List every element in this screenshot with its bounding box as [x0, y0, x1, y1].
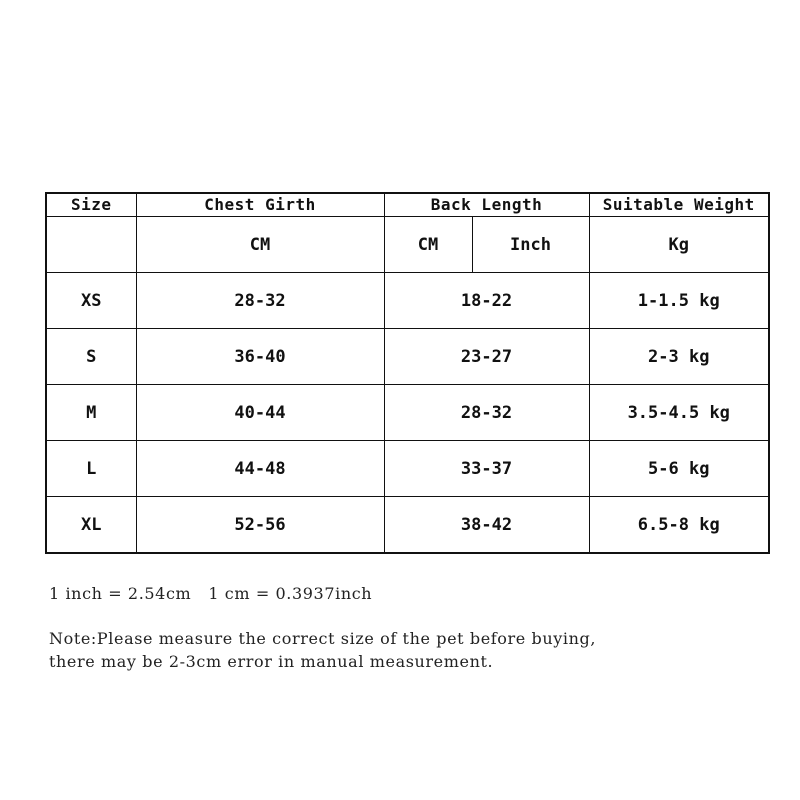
unit-size: [46, 217, 136, 273]
cell-chest: 36-40: [136, 329, 384, 385]
cell-chest: 28-32: [136, 273, 384, 329]
cell-weight: 1-1.5 kg: [589, 273, 769, 329]
header-row: [46, 193, 769, 217]
cell-back: 33-37: [384, 441, 589, 497]
cell-chest: 40-44: [136, 385, 384, 441]
size-chart-table: [45, 192, 770, 554]
table-row: [46, 273, 769, 329]
cell-weight: 2-3 kg: [589, 329, 769, 385]
header-suitable-weight: Suitable Weight: [589, 193, 769, 217]
cell-back: 28-32: [384, 385, 589, 441]
cell-size: S: [46, 329, 136, 385]
header-size: Size: [46, 193, 136, 217]
cell-chest: 44-48: [136, 441, 384, 497]
table-row: [46, 497, 769, 554]
cell-size: XL: [46, 497, 136, 554]
cell-chest: 52-56: [136, 497, 384, 554]
header-chest-girth: Chest Girth: [136, 193, 384, 217]
measurement-note-line-1: Note:Please measure the correct size of the pet before buying,: [49, 629, 597, 648]
cell-back: 23-27: [384, 329, 589, 385]
cell-back: 38-42: [384, 497, 589, 554]
cell-back: 18-22: [384, 273, 589, 329]
unit-weight-kg: Kg: [589, 217, 769, 273]
unit-back-cm: CM: [384, 217, 472, 273]
header-back-length: Back Length: [384, 193, 589, 217]
cell-size: XS: [46, 273, 136, 329]
cell-size: M: [46, 385, 136, 441]
cell-weight: 3.5-4.5 kg: [589, 385, 769, 441]
unit-conversion-note: 1 inch = 2.54cm 1 cm = 0.3937inch: [49, 584, 373, 603]
table-row: [46, 329, 769, 385]
unit-row: [46, 217, 769, 273]
cell-weight: 5-6 kg: [589, 441, 769, 497]
unit-back-inch: Inch: [472, 217, 589, 273]
cell-weight: 6.5-8 kg: [589, 497, 769, 554]
table-row: [46, 385, 769, 441]
cell-size: L: [46, 441, 136, 497]
measurement-note-line-2: there may be 2-3cm error in manual measurement.: [49, 652, 494, 671]
unit-chest-cm: CM: [136, 217, 384, 273]
table-row: [46, 441, 769, 497]
